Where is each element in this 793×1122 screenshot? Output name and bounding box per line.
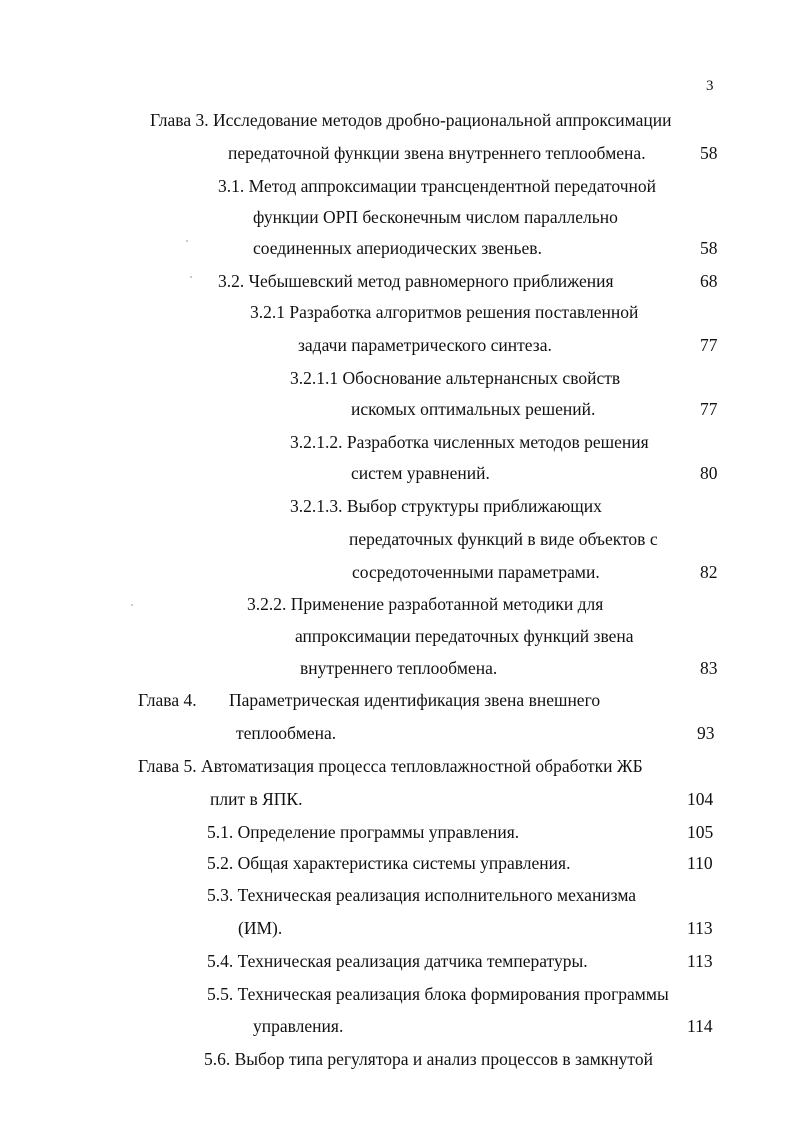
toc-3-1: 3.1. Метод аппроксимации трансцендентной передаточной [218,176,657,196]
toc-page-number: 105 [687,822,714,842]
toc-page-number: 104 [687,789,714,809]
scan-speck [190,276,192,278]
toc-chapter-3-title: Глава 3. Исследование методов дробно-рациональной аппроксимации [150,110,672,130]
toc-page-number: 68 [700,271,718,291]
toc-chapter-4-title-cont: теплообмена. [236,723,337,743]
toc-5-5: 5.5. Техническая реализация блока формирования программы [207,984,669,1004]
toc-5-2: 5.2. Общая характеристика системы управления. [207,853,571,873]
toc-3-2: 3.2. Чебышевский метод равномерного приближения [218,271,614,291]
toc-5-3-cont: (ИМ). [238,918,283,938]
toc-3-2-1-2-cont: систем уравнений. [351,463,490,483]
toc-page-number: 58 [700,238,718,258]
toc-page-number: 113 [687,918,713,938]
toc-5-3: 5.3. Техническая реализация исполнительного механизма [207,885,637,905]
toc-3-2-1: 3.2.1 Разработка алгоритмов решения поставленной [250,302,639,322]
toc-page-number: 82 [700,562,718,582]
toc-5-1: 5.1. Определение программы управления. [207,822,520,842]
toc-3-2-1-3-cont1: передаточных функций в виде объектов с [349,529,658,549]
toc-3-2-1-cont: задачи параметрического синтеза. [298,335,552,355]
toc-chapter-5-title: Глава 5. Автоматизация процесса тепловлажностной обработки ЖБ [138,756,643,776]
toc-chapter-4-label: Глава 4. [138,690,197,710]
toc-page-number: 93 [697,723,715,743]
toc-page-number: 83 [700,658,718,678]
toc-chapter-5-title-cont: плит в ЯПК. [210,789,303,809]
toc-3-1-cont1: функции ОРП бесконечным числом параллельно [253,207,618,227]
toc-page-number: 80 [700,463,718,483]
toc-3-2-1-2: 3.2.1.2. Разработка численных методов решения [290,432,649,452]
toc-chapter-4-title: Параметрическая идентификация звена внешнего [229,690,601,710]
toc-chapter-3-title-cont: передаточной функции звена внутреннего теплообмена. [228,143,646,163]
toc-page-number: 113 [687,951,713,971]
toc-3-2-2: 3.2.2. Применение разработанной методики для [247,594,604,614]
toc-page-number: 110 [687,853,713,873]
toc-5-6: 5.6. Выбор типа регулятора и анализ процессов в замкнутой [204,1049,653,1069]
toc-page-number: 58 [700,143,718,163]
toc-3-2-1-1-cont: искомых оптимальных решений. [351,399,596,419]
toc-5-4: 5.4. Техническая реализация датчика температуры. [207,951,588,971]
toc-page-number: 114 [687,1016,713,1036]
toc-page-number: 77 [700,399,718,419]
toc-3-2-1-3-cont2: сосредоточенными параметрами. [352,562,600,582]
toc-3-1-cont2: соединенных апериодических звеньев. [253,238,542,258]
toc-3-2-1-3: 3.2.1.3. Выбор структуры приближающих [290,496,602,516]
scan-speck [186,240,188,242]
toc-3-2-1-1: 3.2.1.1 Обоснование альтернансных свойств [290,368,621,388]
toc-page-number: 77 [700,335,718,355]
toc-5-5-cont: управления. [253,1016,344,1036]
toc-3-2-2-cont2: внутреннего теплообмена. [300,658,498,678]
scan-speck [131,604,133,606]
toc-3-2-2-cont1: аппроксимации передаточных функций звена [295,626,634,646]
page-number: 3 [706,78,714,94]
